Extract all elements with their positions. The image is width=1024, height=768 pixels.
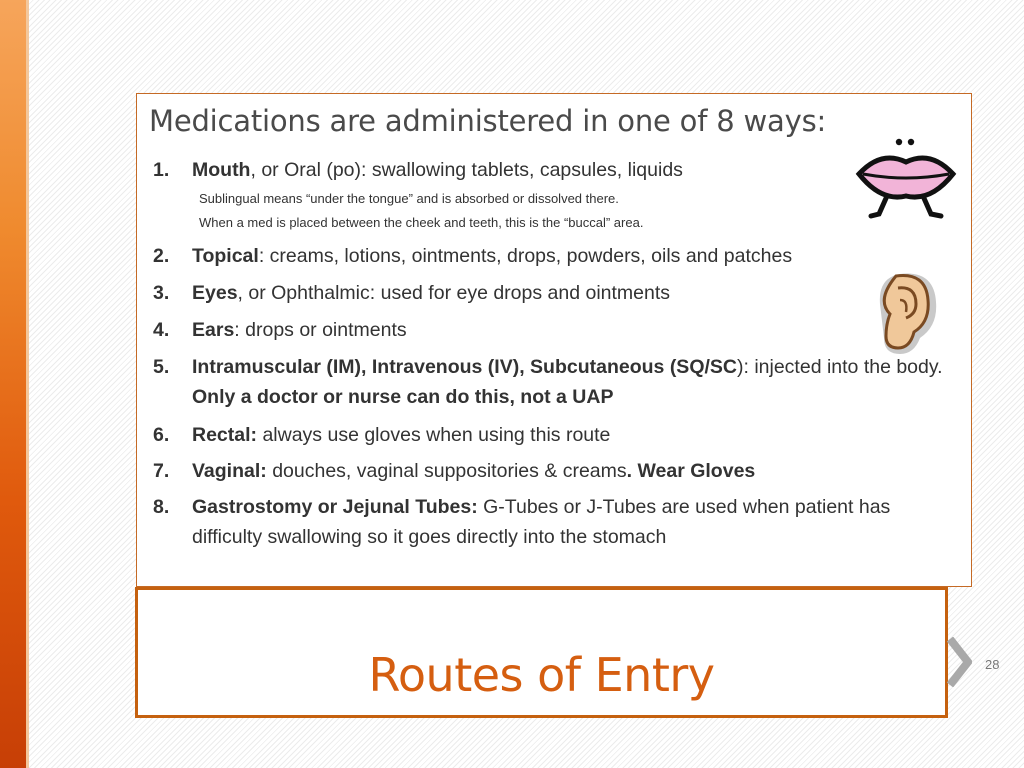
list-item bbox=[153, 352, 957, 412]
item-description: , or Ophthalmic: used for eye drops and ointments bbox=[237, 282, 671, 304]
slide-heading: Medications are administered in one of 8 ways: bbox=[149, 104, 827, 138]
content-box bbox=[136, 93, 972, 587]
side-accent-edge bbox=[26, 0, 29, 768]
list-item bbox=[153, 420, 957, 450]
sub-note: When a med is placed between the cheek and teeth, this is the “buccal” area. bbox=[199, 215, 644, 230]
item-description: G-Tubes or J-Tubes are used when patient has difficulty swallowing so it goes directly into the stomach bbox=[192, 496, 891, 548]
list-item bbox=[153, 155, 957, 185]
list-item bbox=[153, 241, 957, 271]
item-term: Eyes bbox=[192, 282, 238, 304]
item-number: 7. bbox=[153, 460, 170, 482]
item-number: 1. bbox=[153, 159, 170, 181]
item-number: 5. bbox=[153, 356, 170, 378]
slide-title: Routes of Entry bbox=[368, 648, 715, 702]
item-term: Mouth bbox=[192, 159, 251, 181]
list-item bbox=[153, 278, 957, 308]
item-description: douches, vaginal suppositories & creams bbox=[266, 460, 627, 482]
title-box bbox=[135, 587, 948, 718]
list-item bbox=[153, 315, 957, 345]
item-description: ): injected into the body. bbox=[737, 356, 943, 378]
item-emphasis: Only a doctor or nurse can do this, not a UAP bbox=[192, 386, 614, 408]
item-term: Rectal: bbox=[192, 424, 258, 446]
list-item bbox=[153, 492, 957, 552]
chevron-right-icon[interactable] bbox=[946, 637, 972, 692]
item-description: : creams, lotions, ointments, drops, powders, oils and patches bbox=[258, 245, 793, 267]
item-number: 4. bbox=[153, 319, 170, 341]
item-term: Topical bbox=[192, 245, 259, 267]
item-number: 6. bbox=[153, 424, 170, 446]
side-accent-bar bbox=[0, 0, 26, 768]
item-description: : drops or ointments bbox=[234, 319, 407, 341]
item-number: 8. bbox=[153, 496, 170, 518]
lips-clipart-icon bbox=[851, 134, 961, 229]
sub-note: Sublingual means “under the tongue” and is absorbed or dissolved there. bbox=[199, 191, 619, 206]
page-number: 28 bbox=[985, 657, 1000, 672]
item-emphasis: . Wear Gloves bbox=[626, 460, 756, 482]
item-term: Vaginal: bbox=[192, 460, 267, 482]
item-number: 2. bbox=[153, 245, 170, 267]
item-description: always use gloves when using this route bbox=[257, 424, 611, 446]
ear-clipart-icon bbox=[870, 270, 940, 363]
item-description: , or Oral (po): swallowing tablets, capsules, liquids bbox=[250, 159, 683, 181]
item-number: 3. bbox=[153, 282, 170, 304]
item-term: Ears bbox=[192, 319, 235, 341]
list-item bbox=[153, 456, 957, 486]
item-term: Gastrostomy or Jejunal Tubes: bbox=[192, 496, 478, 518]
item-term: Intramuscular (IM), Intravenous (IV), Subcutaneous (SQ/SC bbox=[192, 356, 737, 378]
